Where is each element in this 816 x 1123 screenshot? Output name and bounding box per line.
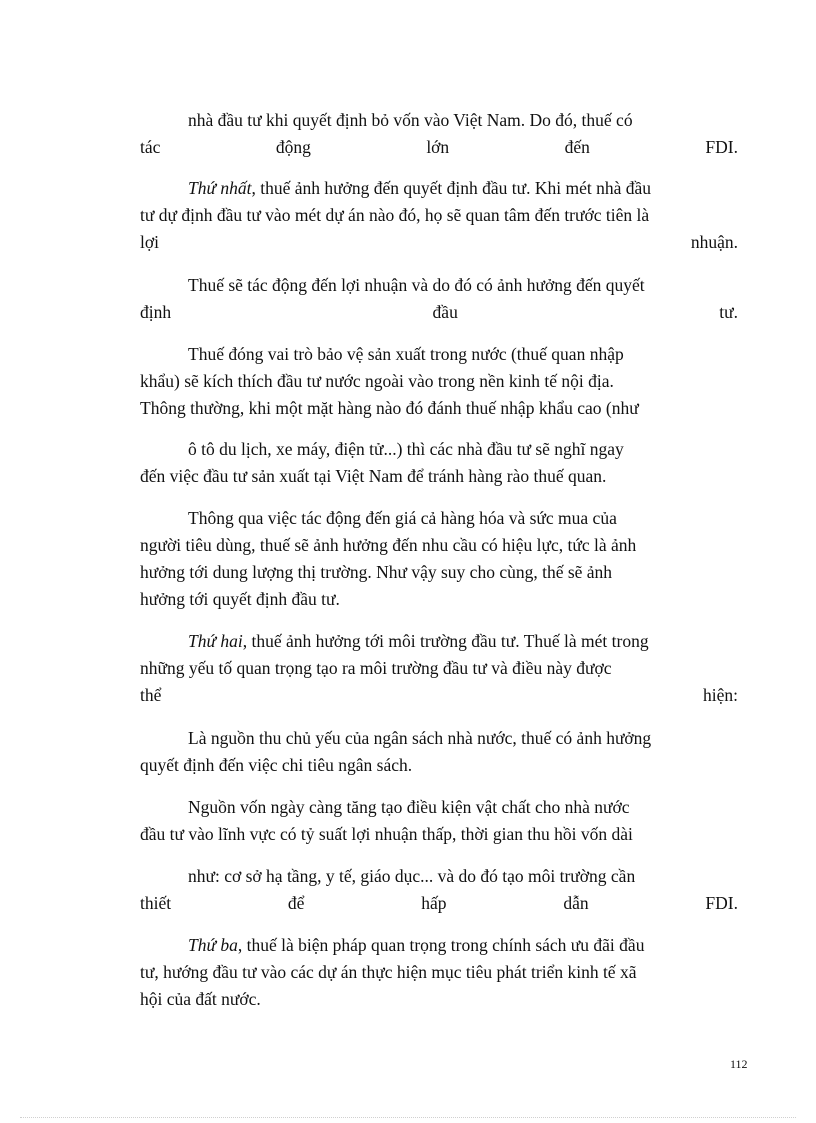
text-line [140, 175, 738, 202]
word: đầu [432, 302, 458, 322]
text-line: Nguồn vốn ngày càng tăng tạo điều kiện vật chất cho nhà nước [188, 797, 630, 817]
word: thiết [140, 893, 172, 913]
word: tác [140, 137, 161, 157]
text-line: ô tô du lịch, xe máy, điện tử...) thì các nhà đầu tư sẽ nghĩ ngay [188, 439, 624, 459]
paragraph [140, 794, 738, 848]
italic-lead: Thứ hai [188, 631, 243, 651]
text-line: Thông qua việc tác động đến giá cả hàng hóa và sức mua của [188, 508, 617, 528]
word: FDI. [705, 137, 738, 157]
paragraph [140, 505, 738, 613]
text-line: đến việc đầu tư sản xuất tại Việt Nam để tránh hàng rào thuế quan. [140, 466, 607, 486]
text-line: những yếu tố quan trọng tạo ra môi trường đầu tư và điều này được [140, 658, 612, 678]
text-line: quyết định đến việc chi tiêu ngân sách. [140, 755, 413, 775]
word: hấp [421, 893, 447, 913]
text-line [140, 628, 738, 655]
justified-line [140, 890, 738, 917]
footer-divider [20, 1117, 796, 1118]
word: dẫn [563, 893, 589, 913]
text-line: nhà đầu tư khi quyết định bỏ vốn vào Việt Nam. Do đó, thuế có [188, 110, 633, 130]
text-line: Thuế đóng vai trò bảo vệ sản xuất trong nước (thuế quan nhập [188, 344, 624, 364]
justified-line [140, 299, 738, 326]
lead-rest: , thuế ảnh hưởng tới môi trường đầu tư. Thuế là mét trong [242, 631, 649, 651]
justified-line [140, 134, 738, 161]
justified-line [140, 682, 738, 709]
word: nhuận. [690, 232, 738, 252]
word: đến [564, 137, 590, 157]
paragraph [140, 628, 738, 709]
text-line: hưởng tới dung lượng thị trường. Như vậy suy cho cùng, thế sẽ ảnh [140, 562, 613, 582]
paragraph [140, 932, 738, 1013]
justified-line [140, 229, 738, 256]
paragraph [140, 341, 738, 422]
paragraph [140, 863, 738, 917]
word: động [275, 137, 311, 157]
text-line: như: cơ sở hạ tầng, y tế, giáo dục... và do đó tạo môi trường cần [188, 866, 636, 886]
text-line: đầu tư vào lĩnh vực có tỷ suất lợi nhuận thấp, thời gian thu hồi vốn dài [140, 824, 633, 844]
text-line: tư, hướng đầu tư vào các dự án thực hiện mục tiêu phát triển kinh tế xã [140, 962, 637, 982]
text-line: Là nguồn thu chủ yếu của ngân sách nhà nước, thuế có ảnh hưởng [188, 728, 652, 748]
word: thể [140, 685, 162, 705]
paragraph [140, 175, 738, 256]
word: lớn [426, 137, 450, 157]
word: lợi [140, 232, 159, 252]
word: hiện: [703, 685, 738, 705]
italic-lead: Thứ ba [188, 935, 238, 955]
text-line: hội của đất nước. [140, 989, 261, 1009]
text-line [140, 932, 738, 959]
text-line: tư dự định đầu tư vào mét dự án nào đó, họ sẽ quan tâm đến trước tiên là [140, 205, 650, 225]
page-number: 112 [730, 1057, 748, 1071]
italic-lead: Thứ nhất [188, 178, 252, 198]
text-line: Thông thường, khi một mặt hàng nào đó đánh thuế nhập khẩu cao (như [140, 398, 639, 418]
paragraph [140, 272, 738, 326]
text-line: Thuế sẽ tác động đến lợi nhuận và do đó có ảnh hưởng đến quyết [188, 275, 645, 295]
paragraph [140, 436, 738, 490]
word: để [287, 893, 305, 913]
paragraph [140, 725, 738, 779]
paragraph [140, 107, 738, 161]
text-line: người tiêu dùng, thuế sẽ ảnh hưởng đến nhu cầu có hiệu lực, tức là ảnh [140, 535, 637, 555]
word: định [140, 302, 172, 322]
word: tư. [719, 302, 738, 322]
word: FDI. [705, 893, 738, 913]
lead-rest: , thuế là biện pháp quan trọng trong chính sách ưu đãi đầu [237, 935, 645, 955]
lead-rest: , thuế ảnh hưởng đến quyết định đầu tư. Khi mét nhà đầu [251, 178, 652, 198]
text-line: khẩu) sẽ kích thích đầu tư nước ngoài vào trong nền kinh tế nội địa. [140, 371, 614, 391]
text-line: hưởng tới quyết định đầu tư. [140, 589, 340, 609]
